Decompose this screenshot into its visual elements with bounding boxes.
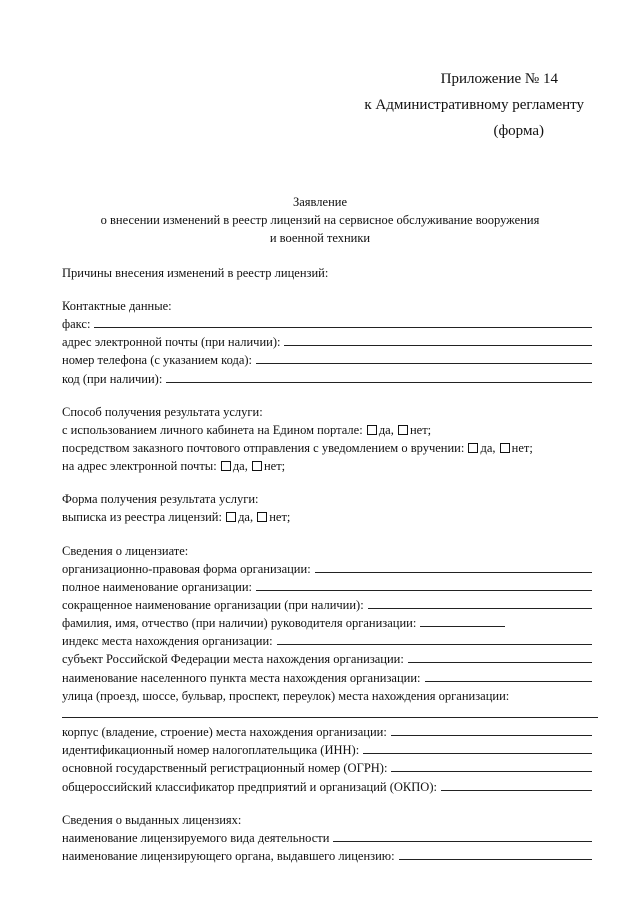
code-row [62, 370, 592, 388]
index-field[interactable] [277, 632, 592, 645]
contacts-section [62, 297, 592, 388]
building-label: корпус (владение, строение) места нахождения организации: [62, 725, 387, 739]
extract-no-checkbox[interactable] [257, 512, 267, 522]
title-line-2: о внесении изменений в реестр лицензий на сервисное обслуживание вооружения [100, 213, 540, 227]
reasons-section [62, 264, 592, 282]
locality-label: наименование населенного пункта места нахождения организации: [62, 670, 421, 685]
legal-form-row [62, 560, 592, 578]
mail-yes-checkbox[interactable] [468, 443, 478, 453]
legal-form-field[interactable] [315, 560, 592, 573]
licensee-section [62, 542, 592, 796]
email-field[interactable] [284, 333, 592, 346]
fax-row [62, 315, 592, 333]
yes-label: да, [238, 510, 254, 525]
ogrn-field[interactable] [391, 759, 592, 772]
delivery-mail-row [62, 439, 592, 457]
short-name-label: сокращенное наименование организации (при наличии): [62, 597, 364, 612]
activity-field[interactable] [333, 829, 592, 842]
phone-field[interactable] [256, 351, 592, 364]
delivery-email-row [62, 457, 592, 475]
activity-label: наименование лицензируемого вида деятельности [62, 830, 330, 845]
street-blank-row [62, 705, 592, 723]
portal-no-checkbox[interactable] [398, 425, 408, 435]
index-row [62, 632, 592, 650]
authority-label: наименование лицензирующего органа, выдавшего лицензию: [62, 848, 395, 863]
yes-label: да, [480, 440, 496, 455]
portal-yes-checkbox[interactable] [367, 425, 377, 435]
mail-no-checkbox[interactable] [500, 443, 510, 453]
code-label: код (при наличии): [62, 371, 163, 386]
email-no-checkbox[interactable] [252, 461, 262, 471]
full-name-label: полное наименование организации: [62, 579, 253, 594]
result-form-section [62, 490, 592, 526]
subject-label: субъект Российской Федерации места нахождения организации: [62, 652, 404, 667]
short-name-field[interactable] [368, 596, 592, 609]
appendix-reference: к Административному регламенту [364, 97, 584, 113]
licensee-title: Сведения о лицензиате: [62, 543, 189, 558]
yes-label: да, [232, 459, 248, 474]
email-yes-checkbox[interactable] [221, 461, 231, 471]
title-line-3: и военной техники [269, 231, 371, 245]
authority-row [62, 847, 592, 865]
subject-row [62, 650, 592, 668]
fax-field[interactable] [94, 315, 592, 328]
appendix-form-note: (форма) [493, 123, 544, 139]
no-label: нет; [511, 440, 533, 455]
activity-row [62, 829, 592, 847]
code-field[interactable] [166, 370, 592, 383]
extract-yes-checkbox[interactable] [226, 512, 236, 522]
email-row [62, 333, 592, 351]
contacts-title: Контактные данные: [62, 299, 172, 313]
head-row [62, 614, 592, 632]
ogrn-label: основной государственный регистрационный номер (ОГРН): [62, 761, 388, 776]
inn-field[interactable] [363, 741, 592, 754]
locality-row [62, 669, 592, 687]
no-label: нет; [409, 422, 432, 437]
appendix-number: Приложение № 14 [440, 71, 558, 87]
full-name-field[interactable] [256, 578, 592, 591]
delivery-title: Способ получения результата услуги: [62, 404, 263, 419]
street-field[interactable] [62, 705, 598, 718]
inn-row [62, 741, 592, 759]
no-label: нет; [263, 459, 286, 474]
short-name-row [62, 596, 592, 614]
title-line-1: Заявление [292, 195, 347, 209]
delivery-section [62, 403, 592, 476]
phone-label: номер телефона (с указанием кода): [62, 353, 253, 368]
reasons-label: Причины внесения изменений в реестр лицензий: [62, 266, 329, 280]
licenses-title: Сведения о выданных лицензиях: [62, 812, 242, 827]
delivery-mail-label: посредством заказного почтового отправления с уведомлением о вручении: [62, 440, 465, 455]
document-title [60, 193, 580, 247]
appendix-header [324, 66, 584, 144]
building-row [62, 723, 592, 741]
no-label: нет; [269, 510, 291, 525]
street-label: улица (проезд, шоссе, бульвар, проспект, переулок) места нахождения организации: [62, 688, 510, 703]
building-field[interactable] [391, 723, 592, 736]
ogrn-row [62, 759, 592, 777]
full-name-row [62, 578, 592, 596]
delivery-email-label: на адрес электронной почты: [62, 459, 217, 474]
email-label: адрес электронной почты (при наличии): [62, 335, 281, 350]
street-row [62, 687, 592, 705]
extract-row [62, 508, 592, 526]
index-label: индекс места нахождения организации: [62, 634, 273, 649]
head-field[interactable] [420, 614, 505, 627]
extract-label: выписка из реестра лицензий: [62, 510, 222, 525]
legal-form-label: организационно-правовая форма организации: [62, 561, 311, 576]
licenses-section [62, 811, 592, 865]
delivery-portal-row [62, 421, 592, 439]
fax-label: факс: [62, 317, 91, 331]
delivery-portal-label: с использованием личного кабинета на Едином портале: [62, 422, 363, 437]
phone-row [62, 351, 592, 369]
okpo-row [62, 778, 592, 796]
result-form-title: Форма получения результата услуги: [62, 492, 259, 507]
inn-label: идентификационный номер налогоплательщика (ИНН): [62, 743, 360, 758]
okpo-field[interactable] [441, 778, 592, 791]
authority-field[interactable] [399, 847, 592, 860]
okpo-label: общероссийский классификатор предприятий и организаций (ОКПО): [62, 779, 437, 794]
form-body [62, 264, 592, 880]
yes-label: да, [378, 422, 394, 437]
head-label: фамилия, имя, отчество (при наличии) руководителя организации: [62, 616, 417, 631]
locality-field[interactable] [425, 669, 592, 682]
subject-field[interactable] [408, 650, 592, 663]
